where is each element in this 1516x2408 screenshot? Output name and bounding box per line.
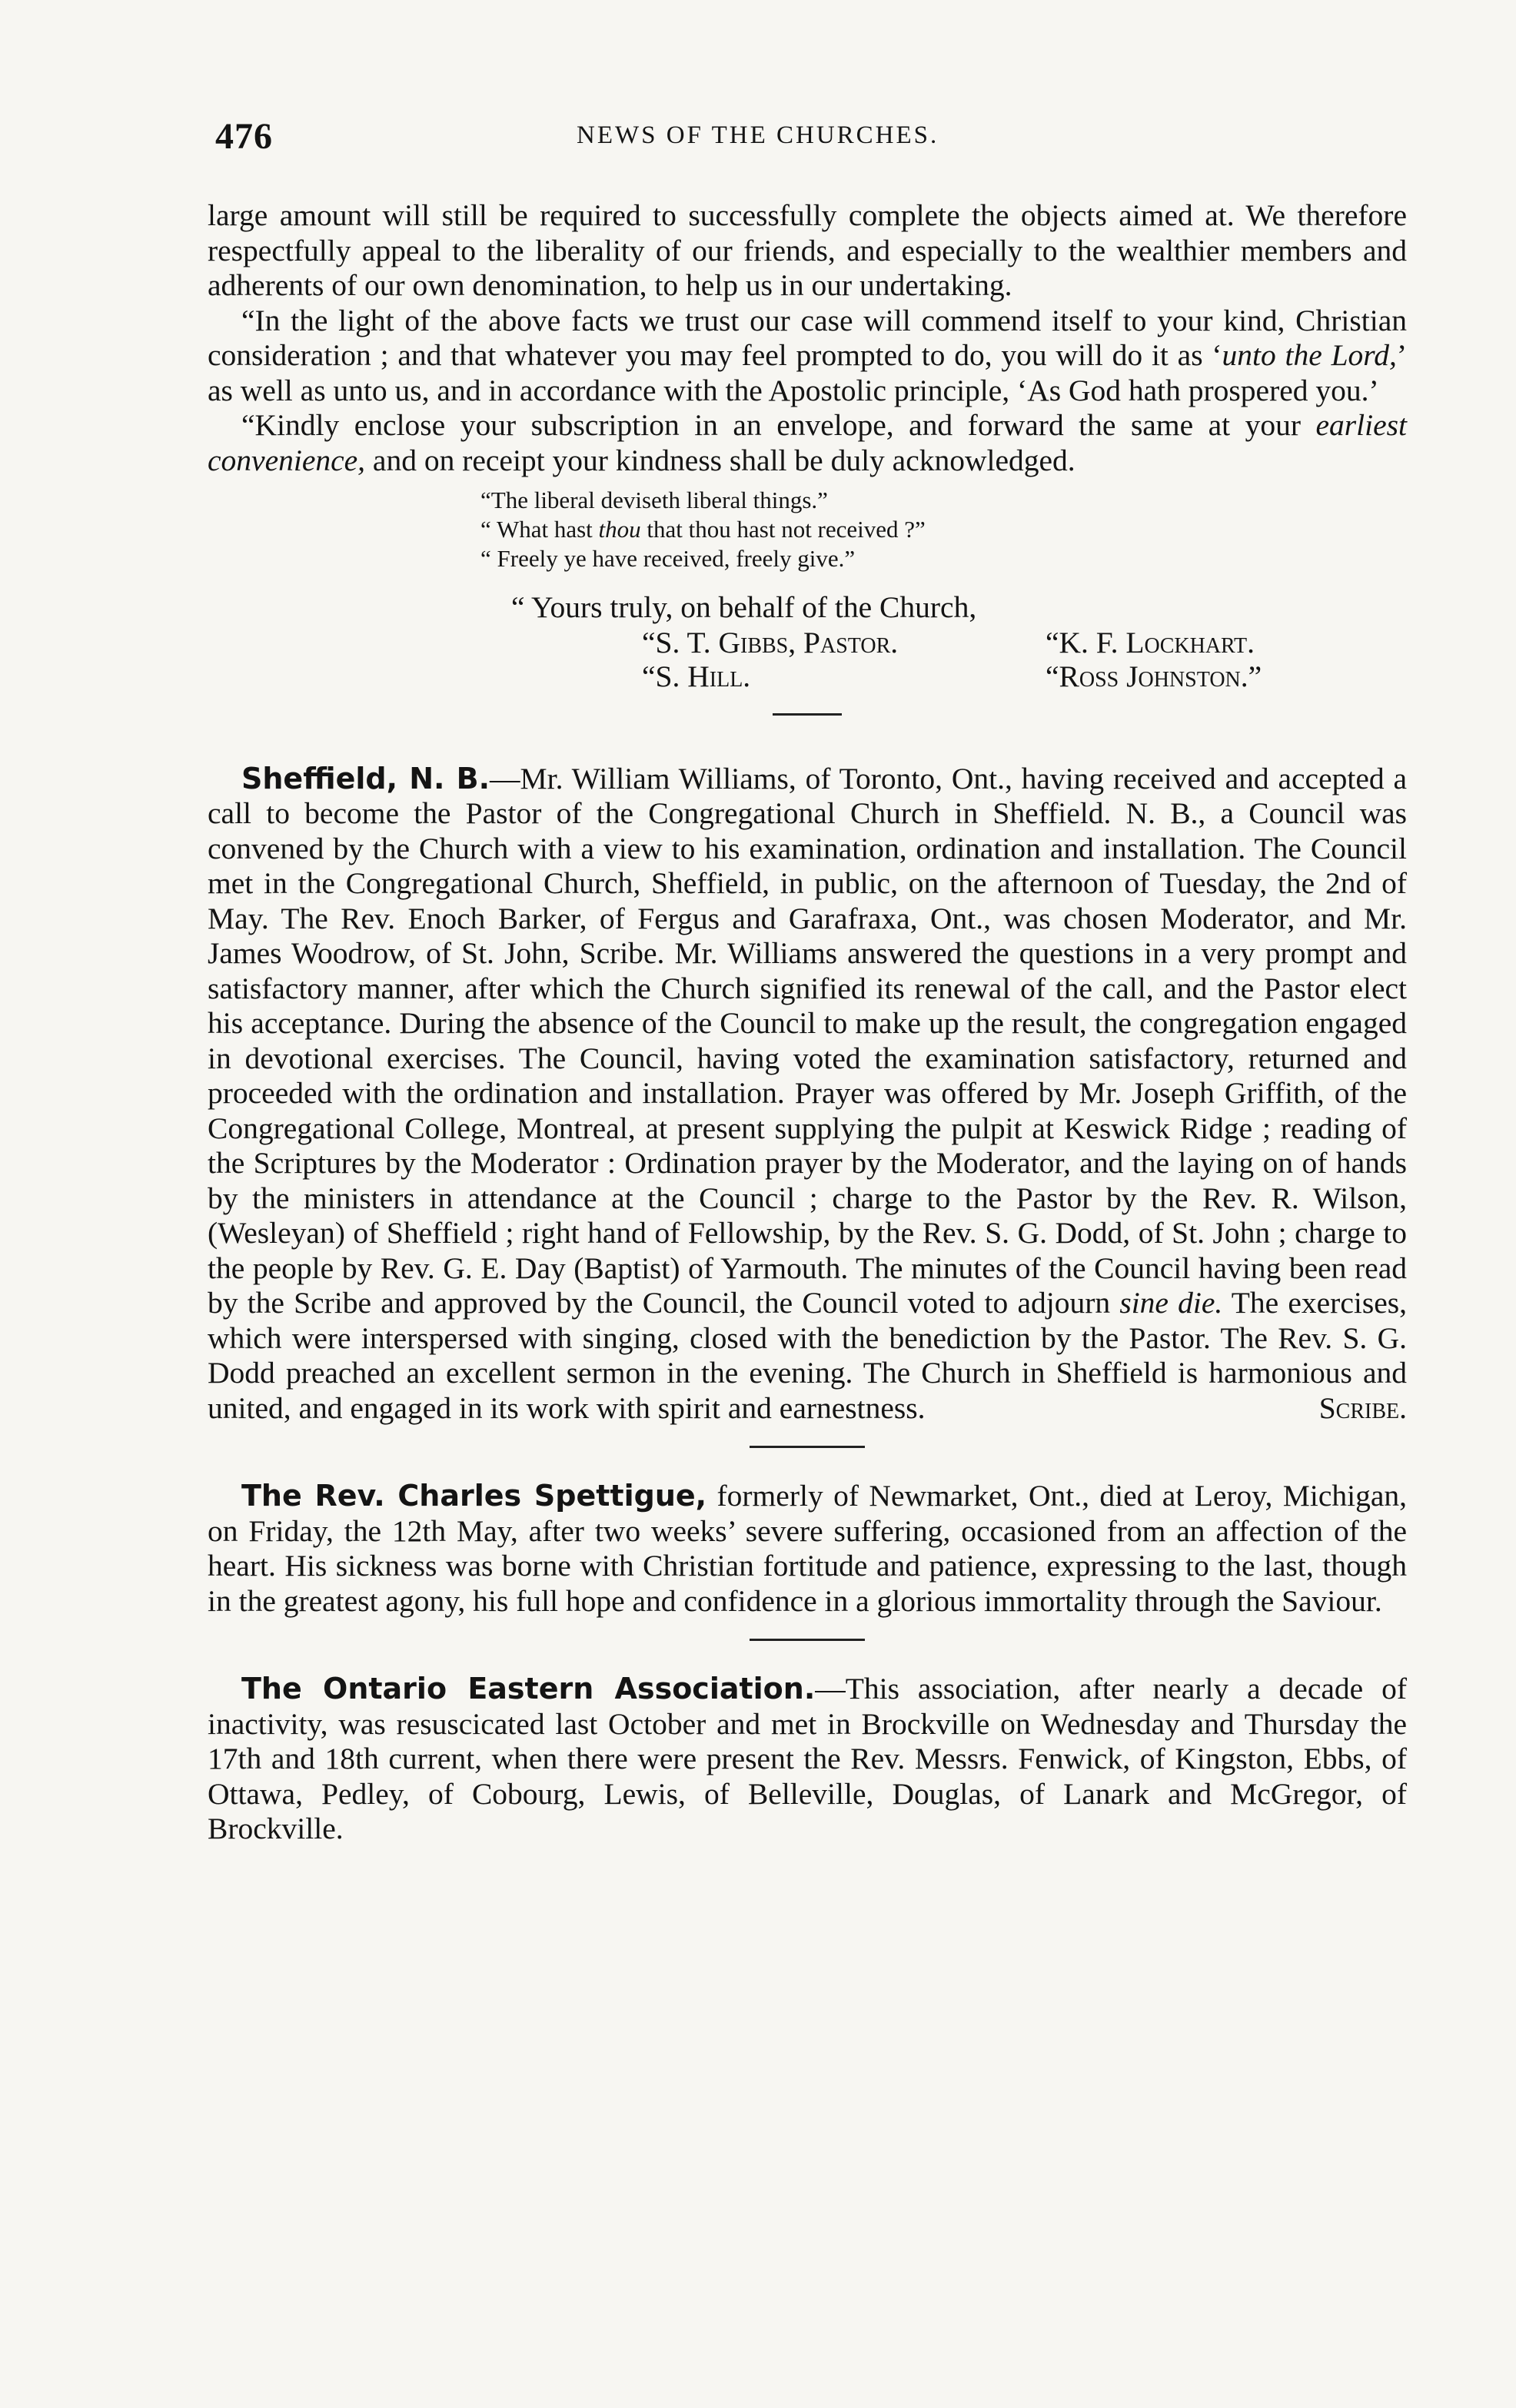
signature-hill: “S. Hill. — [642, 659, 751, 693]
ontario-paragraph — [208, 1672, 1407, 1847]
motto-line-2-emphasis: thou — [598, 516, 641, 543]
signature-row-1 — [642, 626, 1407, 659]
appeal-letter — [208, 198, 1407, 693]
motto-line-2-text-a: “ What hast — [480, 516, 599, 543]
motto-line-1: “The liberal deviseth liberal things.” — [480, 487, 828, 513]
sheffield-body-emphasis: sine die. — [1119, 1286, 1223, 1320]
spettigue-article — [208, 1479, 1407, 1619]
ontario-body: —This association, after nearly a decade of inactivity, was resuscicated last October and met in Brockville on Wednesday and Thursday the 17th and 18th current, when there were present the Rev. Messrs. Fenwick, of Kingston, Ebbs, of Ottawa, Pedley, of Cobourg, Lewis, of Belleville, Douglas, of Lanark and McGregor, of Brockville. — [208, 1672, 1407, 1845]
ontario-lead: The Ontario Eastern Association. — [241, 1672, 816, 1706]
motto-line-2 — [480, 515, 1407, 544]
appeal-paragraph-3 — [208, 408, 1407, 478]
appeal-paragraph-2 — [208, 304, 1407, 409]
sheffield-article — [208, 762, 1407, 1427]
appeal-paragraph-2-emphasis: unto the Lord, — [1222, 338, 1397, 372]
sheffield-body-a: —Mr. William Williams, of Toronto, Ont., having received and accepted a call to become the Pastor of the Congregational Church in Sheffield. N. B., a Council was convened by the Church with a view to his examination, ordination and installation. The Council met in the Congregational Church, Sheffield, in public, on the afternoon of Tuesday, the 2nd of May. The Rev. Enoch Barker, of Fergus and Garafraxa, Ont., was chosen Moderator, and Mr. James Woodrow, of St. John, Scribe. Mr. Williams answered the questions in a very prompt and satisfactory manner, after which the Church signified its renewal of the call, and the Pastor elect his acceptance. During the absence of the Council to make up the result, the congregation engaged in devotional exercises. The Council, having voted the examination satisfactory, returned and proceeded with the ordination and installation. Prayer was offered by Mr. Joseph Griffith, of the Congregational College, Montreal, at present supplying the pulpit at Keswick Ridge ; reading of the Scriptures by the Moderator : Ordination prayer by the Moderator, and the laying on of hands by the ministers in attendance at the Council ; charge to the Pastor by the Rev. R. Wilson, (Wesleyan) of Sheffield ; right hand of Fellowship, by the Rev. S. G. Dodd, of St. John ; charge to the people by Rev. G. E. Day (Baptist) of Yarmouth. The minutes of the Council having been read by the Scribe and approved by the Council, the Council voted to adjourn — [208, 761, 1407, 1320]
scripture-mottoes — [480, 486, 1407, 573]
appeal-paragraph-1: large amount will still be required to successfully complete the objects aimed at. We therefore respectfully appeal to the liberality of our friends, and especially to the wealthier members and adherents of our own denomination, to help us in our undertaking. — [208, 198, 1407, 302]
page-content — [208, 198, 1407, 1847]
section-divider-3 — [750, 1639, 865, 1641]
sheffield-lead: Sheffield, N. B. — [241, 761, 490, 795]
sheffield-body-b: The exercises, which were interspersed with singing, closed with the benediction by the Pastor. The Rev. S. G. Dodd preached an excellent sermon in the evening. The Church in Sheffield is harmonious and united, and engaged in its work with spirit and earnestness. — [208, 1286, 1407, 1425]
sheffield-signoff: Scribe. — [1318, 1390, 1407, 1425]
letter-closing: “ Yours truly, on behalf of the Church, — [511, 590, 977, 624]
motto-line-3: “ Freely ye have received, freely give.” — [480, 545, 856, 572]
appeal-paragraph-3-emphasis: earliest convenience, — [208, 408, 1407, 477]
page-number: 476 — [215, 116, 273, 157]
signature-johnston: “Ross Johnston.” — [1046, 659, 1262, 693]
appeal-paragraph-2-text-b: ’ as well as unto us, and in accordance with the Apostolic principle, ‘As God hath prospered you.’ — [208, 338, 1407, 407]
section-divider-1 — [773, 713, 842, 716]
appeal-paragraph-2-text-a: “In the light of the above facts we trust our case will commend itself to your kind, Christian consideration ; and that whatever you may feel prompted to do, you will do it as ‘ — [208, 303, 1407, 372]
ontario-article — [208, 1672, 1407, 1847]
signature-lockhart: “K. F. Lockhart. — [1046, 625, 1255, 659]
motto-line-2-text-b: that thou hast not received ?” — [640, 516, 926, 543]
running-head: NEWS OF THE CHURCHES. — [577, 121, 939, 149]
appeal-paragraph-3-text-b: and on receipt your kindness shall be duly acknowledged. — [365, 443, 1075, 477]
appeal-paragraph-3-text-a: “Kindly enclose your subscription in an envelope, and forward the same at your — [241, 408, 1316, 442]
signature-gibbs: “S. T. Gibbs, Pastor. — [642, 625, 899, 659]
section-divider-2 — [750, 1446, 865, 1448]
sheffield-paragraph — [208, 762, 1407, 1427]
signature-row-2 — [642, 659, 1407, 693]
page-header — [215, 115, 1391, 161]
spettigue-lead: The Rev. Charles Spettigue, — [241, 1479, 707, 1513]
spettigue-body: formerly of Newmarket, Ont., died at Leroy, Michigan, on Friday, the 12th May, after two weeks’ severe suffering, occasioned from an affection of the heart. His sickness was borne with Christian fortitude and patience, expressing to the last, though in the greatest agony, his full hope and confidence in a glorious immortality through the Saviour. — [208, 1479, 1407, 1618]
spettigue-paragraph — [208, 1479, 1407, 1619]
